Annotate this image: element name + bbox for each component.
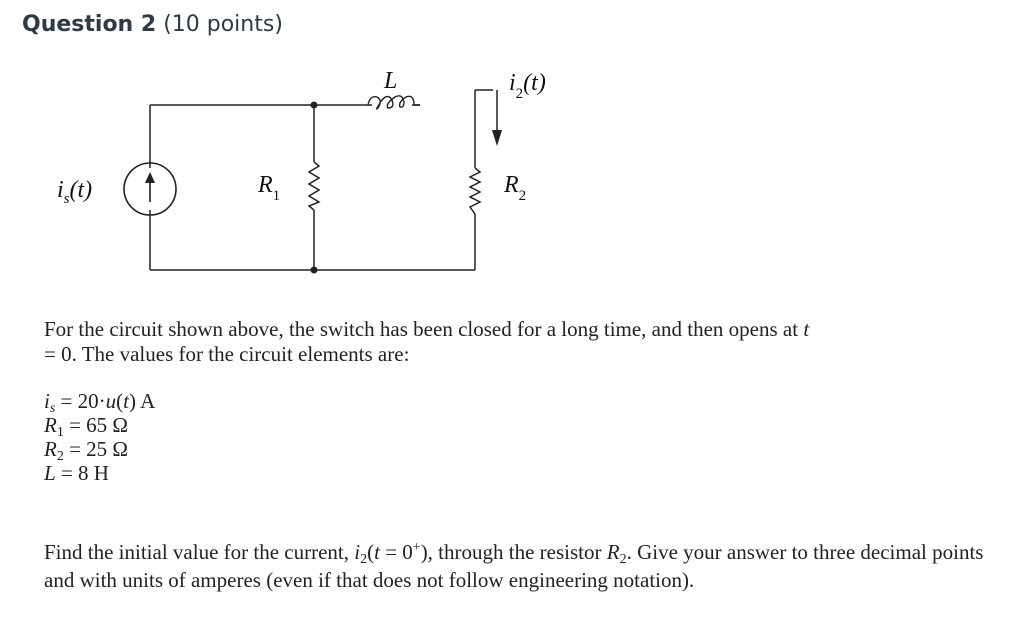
element-values bbox=[44, 389, 155, 485]
value-r2: $R_2 = 25$ Ω bbox=[44, 437, 129, 464]
resistor-r2-symbol bbox=[470, 168, 480, 214]
question-number: Question 2 bbox=[22, 12, 157, 37]
junction-bottom bbox=[311, 267, 318, 274]
value-is: $i_s = 20\cdot u(t)$ A bbox=[44, 389, 156, 416]
question-prompt: Find the initial value for the current, $i_2(t = 0^+)$, through the resistor $R_2$. Give your answer to three decimal points and with units of amperes (even if that does not follow engineering notation). bbox=[44, 540, 984, 592]
current-source-symbol bbox=[124, 163, 176, 215]
value-l: L = 8 H bbox=[44, 461, 109, 485]
source-label: is(t) bbox=[57, 177, 93, 207]
r2-label: R2 bbox=[504, 172, 527, 204]
inductor-label: L bbox=[384, 68, 398, 94]
i2-label: i2(t) bbox=[509, 70, 546, 102]
inductor-symbol bbox=[368, 96, 414, 109]
i2-arrow bbox=[492, 90, 502, 146]
resistor-r1-symbol bbox=[309, 162, 319, 210]
circuit-diagram bbox=[0, 0, 1024, 310]
question-points: (10 points) bbox=[163, 12, 283, 37]
circuit-description: For the circuit shown above, the switch has been closed for a long time, and then opens at t = 0. The values for the circuit elements are: bbox=[44, 317, 810, 366]
junction-top bbox=[311, 102, 318, 109]
r1-label: R1 bbox=[258, 172, 281, 204]
value-r1: $R_1 = 65$ Ω bbox=[44, 413, 129, 440]
